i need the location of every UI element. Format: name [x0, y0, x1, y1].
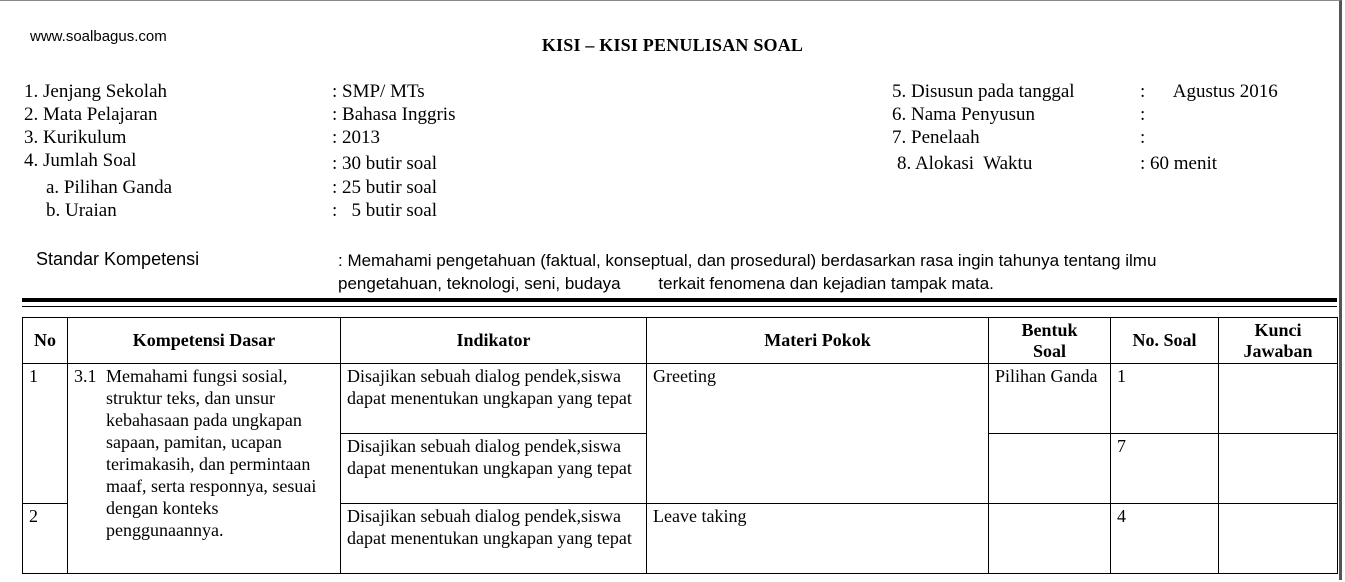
info-value-alokasi-waktu: : 60 menit: [1140, 153, 1218, 174]
cell-kompetensi-dasar: [68, 364, 341, 574]
cell-bentuk-soal: [989, 504, 1111, 574]
header-kunci-jawaban: [1219, 318, 1338, 364]
cell-kunci-jawaban: [1219, 364, 1338, 434]
info-value-kurikulum: : 2013: [332, 127, 381, 148]
kompetensi-dasar-item: [74, 365, 334, 541]
cell-bentuk-soal: [989, 434, 1111, 504]
cell-kunci-jawaban: [1219, 434, 1338, 504]
cell-materi-pokok: Greeting: [647, 364, 989, 504]
double-rule-thick: [22, 298, 1337, 302]
cell-indikator: Disajikan sebuah dialog pendek,siswa dapat menentukan ungkapan yang tepat: [341, 504, 647, 574]
cell-bentuk-soal: Pilihan Ganda: [989, 364, 1111, 434]
info-label-jumlah-soal: 4. Jumlah Soal: [24, 150, 137, 171]
info-value-uraian: : 5 butir soal: [332, 200, 438, 221]
header-bentuk-soal: [989, 318, 1111, 364]
info-value-mapel: : Bahasa Inggris: [332, 104, 456, 125]
info-label-jenjang: 1. Jenjang Sekolah: [24, 81, 168, 102]
standar-kompetensi-text: [338, 249, 1338, 295]
header-kunci-line-1: Kunci: [1254, 319, 1302, 340]
double-rule-thin: [22, 306, 1337, 307]
table-header-row: [23, 318, 1338, 364]
info-value-jenjang: : SMP/ MTs: [332, 81, 425, 102]
cell-no-soal: 1: [1111, 364, 1219, 434]
info-label-penelaah: 7. Penelaah: [892, 127, 980, 148]
info-value-penelaah: :: [1140, 127, 1146, 148]
cell-materi-pokok: Leave taking: [647, 504, 989, 574]
kisi-table: [22, 317, 1338, 574]
header-no: No: [23, 318, 68, 364]
header-no-soal: No. Soal: [1111, 318, 1219, 364]
cell-indikator: Disajikan sebuah dialog pendek,siswa dapat menentukan ungkapan yang tepat: [341, 364, 647, 434]
standar-kompetensi-label: Standar Kompetensi: [36, 249, 200, 269]
cell-indikator: Disajikan sebuah dialog pendek,siswa dapat menentukan ungkapan yang tepat: [341, 434, 647, 504]
kompetensi-dasar-number: 3.1: [74, 366, 97, 386]
info-label-tanggal: 5. Disusun pada tanggal: [892, 81, 1075, 102]
header-bentuk-line-1: Bentuk: [1021, 319, 1078, 340]
cell-no-soal: 7: [1111, 434, 1219, 504]
header-kompetensi-dasar: Kompetensi Dasar: [68, 318, 341, 364]
header-indikator: Indikator: [341, 318, 647, 364]
info-label-alokasi-waktu: 8. Alokasi Waktu: [897, 153, 1033, 174]
standar-kompetensi-line-2: pengetahuan, teknologi, seni, budaya terkait fenomena dan kejadian tampak mata.: [338, 274, 994, 293]
header-bentuk-line-2: Soal: [1032, 340, 1066, 361]
cell-kunci-jawaban: [1219, 504, 1338, 574]
info-value-pilihan-ganda: : 25 butir soal: [332, 177, 438, 198]
info-value-tanggal: : Agustus 2016: [1140, 81, 1278, 102]
website-watermark: www.soalbagus.com: [30, 28, 167, 45]
table-row: [23, 364, 1338, 434]
info-label-kurikulum: 3. Kurikulum: [24, 127, 127, 148]
standar-kompetensi-line-1: : Memahami pengetahuan (faktual, konseptual, dan prosedural) berdasarkan rasa ingin tahunya tentang ilmu: [338, 251, 1157, 270]
info-value-jumlah-soal: : 30 butir soal: [332, 153, 438, 174]
document-title: KISI – KISI PENULISAN SOAL: [541, 35, 804, 55]
cell-no-soal: 4: [1111, 504, 1219, 574]
info-value-penyusun: :: [1140, 104, 1146, 125]
info-label-uraian: b. Uraian: [46, 200, 117, 221]
info-label-pilihan-ganda: a. Pilihan Ganda: [46, 177, 173, 198]
info-label-mapel: 2. Mata Pelajaran: [24, 104, 158, 125]
header-materi-pokok: Materi Pokok: [647, 318, 989, 364]
cell-no: 1: [23, 364, 68, 504]
kompetensi-dasar-text: Memahami fungsi sosial, struktur teks, dan unsur kebahasaan pada ungkapan sapaan, pamitan, ucapan terimakasih, dan permintaan maaf, serta responnya, sesuai dengan konteks penggunaannya.: [106, 366, 317, 540]
header-kunci-line-2: Jawaban: [1243, 340, 1313, 361]
cell-no: 2: [23, 504, 68, 574]
info-label-penyusun: 6. Nama Penyusun: [892, 104, 1036, 125]
